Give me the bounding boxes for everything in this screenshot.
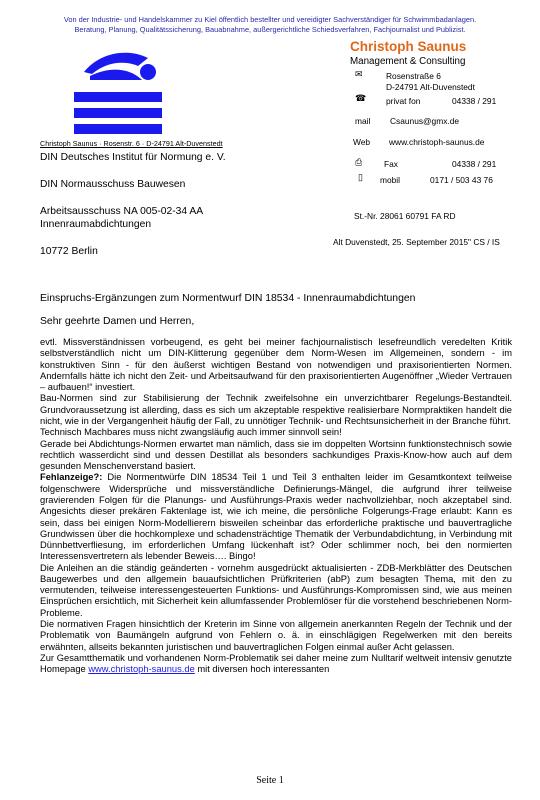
brand-subtitle: Management & Consulting [350,56,466,67]
body-paragraph: Die Anleihen an die ständig geänderten - vornehm ausgedrückt aktualisierten - ZDB-Merkblätter des Deutschen Baugewerbes und den allgemein bauaufsichtlichen Prüfkriterien (abP) zum besagten Thema, mit den zu vermutenden, teilweise interessengesteuerten Funktions- und Ausführungs-Kompromissen sind, wie aus meinen Einsprüchen ersichtlich, mit Sicherheit kein allumfassender Problemlöser für die vorstehend beschriebenen Norm-Probleme. [40,562,512,618]
body-paragraph: Technisch Machbares muss nicht zwangsläufig auch immer sinnvoll sein! [40,427,342,438]
envelope-icon: ✉ [355,69,363,79]
fehlanzeige-label: Fehlanzeige?: [40,472,103,483]
contact-mail-label: mail [355,116,371,126]
header-credentials-line1: Von der Industrie- und Handelskammer zu Kiel öffentlich bestellter und vereidigter Sachverständiger für Schwimmbadanlagen. [63,15,477,24]
contact-street: Rosenstraße 6 [386,71,441,81]
contact-web[interactable]: www.christoph-saunus.de [389,137,485,147]
contact-mail[interactable]: Csaunus@gmx.de [390,116,460,126]
sender-return-line: Christoph Saunus · Rosenstr. 6 · D-24791 Alt-Duvenstedt [40,139,223,148]
body-paragraph: Die normativen Fragen hinsichtlich der Kreterin im Sinne von allgemein anerkannten Regeln der Technik und der Problematik von Baumängeln aufgrund von Fehlern o. ä. in einschlägigen Regelwerken mit den bereits erwähnten, allseits bekannten juristischen und bauvertraglichen Folgen einmal außer Acht gelassen. [40,619,512,652]
fehlanzeige-text: Die Normentwürfe DIN 18534 Teil 1 und Teil 3 enthalten leider im Gesamtkontext teilweise folgenschwere Widersprüche und missverständliche Definierungs-Mängel, die aufgrund ihrer teilweise gravierenden Folgen für die Planungs- und Ausführungs-Praxis weder nachvollziehbar, noch akzeptabel sind. Angesichts dieser prekären Faktenlage ist, wie ich meine, die persönliche Folgerungs-Frage erlaubt: Kann es sein, dass bei einigen Norm-Modellierern bisweilen scheinbar das erforderliche praktische und bauvertragliche Grundwissen über die hochkomplexe und schadensträchtige Thematik der Verbundabdichtung, in Verbindung mit Dünnbettverfliesung, im erforderlichen Umfang lückenhaft ist? Oder schlimmer noch, bei den normierten Interessensvertretern als lebender Beweis…. Bingo! [40,472,512,562]
homepage-link[interactable]: www.christoph-saunus.de [88,664,195,675]
letter-subject: Einspruchs-Ergänzungen zum Normentwurf DIN 18534 - Innenraumabdichtungen [40,293,416,304]
closing-text-before: Zur Gesamtthematik und vorhandenen Norm-Problematik sei daher meine zum Nulltarif weltweit intensiv genutzte Homepage [40,652,512,675]
letter-body [40,337,512,675]
tax-number: St.-Nr. 28061 60791 FA RD [354,211,456,221]
salutation: Sehr geehrte Damen und Herren, [40,316,195,327]
fax-icon: ⎙ [355,157,363,167]
fehlanzeige-paragraph [40,472,512,562]
contact-city: D-24791 Alt-Duvenstedt [386,82,475,92]
contact-mobile: 0171 / 503 43 76 [430,175,493,185]
recipient-line1: DIN Deutsches Institut für Normung e. V. [40,152,226,163]
body-paragraph: evtl. Missverständnissen vorbeugend, es geht bei meiner fachjournalistisch lesefreundlich veredelten Kritik selbstverständlich nicht um DIN-Klitterung gegenüber dem Norm-Wesen im Allgemeinen, sondern - im konstruktiven Sinn - für den äußerst wichtigen Bestand von notwendigen und praxisorientierten Normen. Andernfalls hätte ich nicht den Zeit- und Arbeitsaufwand für den praxisorientierten Augenöffner „Wieder Vertrauen – aufbauen!“ investiert. [40,337,512,393]
contact-phone: 04338 / 291 [452,96,497,106]
contact-fax-label: Fax [384,159,398,169]
recipient-line3: Arbeitsausschuss NA 005-02-34 AA [40,206,204,217]
mobile-phone-icon: ▯ [358,172,363,182]
brand-name: Christoph Saunus [350,39,467,54]
swimmer-logo [66,40,170,140]
closing-paragraph [40,653,512,676]
contact-phone-label: privat fon [386,96,421,106]
closing-text-after: mit diversen hoch interessanten [194,664,330,675]
phone-icon: ☎ [355,93,367,103]
body-paragraph: Bau-Normen sind zur Stabilisierung der Technik zweifelsohne ein unverzichtbarer Regelungs-Bestandteil. Grundvoraussetzung ist allerding, dass es sich um akzeptable respektive realisierbare Normpraktiken handelt die nicht, wie in der Vergangenheit häufig der Fall, zu unnötiger Technik- und Rechtsunsicherheit in der Branche führt. [40,393,512,426]
recipient-line4: Innenraumabdichtungen [40,219,152,230]
contact-mobile-label: mobil [380,175,401,185]
contact-web-label: Web [353,137,371,147]
recipient-line2: DIN Normausschuss Bauwesen [40,179,186,190]
recipient-line5: 10772 Berlin [40,246,98,257]
page-number: Seite 1 [256,775,284,786]
body-paragraph: Gerade bei Abdichtungs-Normen erwartet man nämlich, dass sie im doppelten Wortsinn funktionstechnisch sowie rechtlich wasserdicht sind und dessen Destillat als besonders sachkundiges Praxis-Know-how auch auf dem gesunden Menschenverstand basiert. [40,438,512,472]
header-credentials-line2: Beratung, Planung, Qualitätssicherung, Bauabnahme, außergerichtliche Schiedsverfahren, Fachjournalist und Publizist. [74,25,466,34]
contact-fax: 04338 / 291 [452,159,497,169]
date-line: Alt Duvenstedt, 25. September 2015" CS / IS [333,237,500,247]
